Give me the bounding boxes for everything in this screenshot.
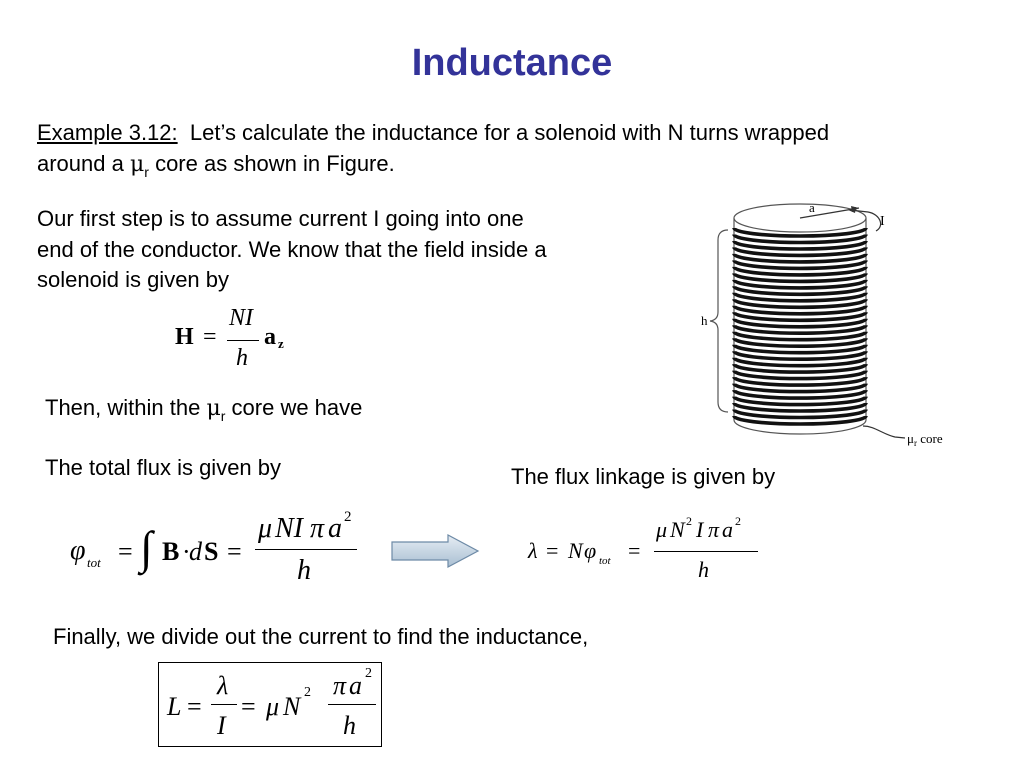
phi-subscript: tot: [599, 555, 611, 567]
num-i: I: [696, 517, 704, 542]
n-symbol: N: [568, 538, 583, 563]
equals-sign-1: =: [187, 692, 202, 721]
finally-text: Finally, we divide out the current to find the inductance,: [53, 624, 589, 649]
mu-symbol: μ: [206, 396, 221, 421]
equals-sign-2: =: [628, 538, 641, 563]
num-exponent-1: 2: [686, 514, 692, 528]
solenoid-figure: [690, 188, 970, 454]
example-line-2: [37, 149, 395, 181]
example-text-2b: core as shown in Figure.: [148, 151, 395, 176]
flux-linkage-equation: [528, 512, 768, 592]
numerator: NI: [229, 305, 253, 331]
total-flux-equation: [70, 505, 370, 595]
num-mu: μ: [656, 517, 668, 542]
para1-line-2: end of the conductor. We know that the field inside a: [37, 237, 547, 262]
fraction-bar-2: [328, 704, 376, 705]
height-brace: [710, 230, 728, 412]
mu-symbol: μ: [266, 692, 280, 721]
core-pointer: [863, 426, 905, 438]
fraction-bar: [654, 551, 758, 552]
fraction-bar-1: [211, 704, 237, 705]
inductance-equation-box: [158, 662, 382, 747]
unit-vector: a: [264, 324, 276, 350]
num-exponent-2: 2: [735, 514, 741, 528]
mu-symbol: μ: [129, 152, 145, 177]
differential-d: d: [189, 537, 202, 566]
integral-sign: ∫: [140, 522, 153, 573]
fraction-bar: [227, 340, 259, 341]
para1-line-3: solenoid is given by: [37, 267, 230, 292]
num-mu: μ: [258, 513, 273, 544]
height-label: h: [701, 313, 708, 328]
total-flux-text: The total flux is given by: [45, 455, 282, 480]
mu-subscript: r: [220, 408, 226, 424]
lambda-numerator: λ: [217, 671, 229, 700]
phi-symbol: φ: [584, 538, 597, 563]
then-text-a: Then, within the: [45, 395, 207, 420]
h-field-equation: [170, 305, 310, 375]
para1-line-1: Our first step is to assume current I going into one: [37, 206, 524, 231]
example-text-2a: around a: [37, 151, 130, 176]
denominator: h: [236, 345, 248, 371]
then-line: [45, 393, 362, 425]
unit-vector-subscript: z: [278, 336, 284, 351]
phi-subscript: tot: [87, 555, 101, 570]
pi-symbol: π: [333, 671, 347, 700]
example-line-1: [37, 118, 829, 148]
fraction-bar: [255, 549, 357, 550]
num-exponent: 2: [344, 509, 352, 525]
then-text-b: core we have: [225, 395, 363, 420]
core-label: $\mu_r$ core: [907, 431, 943, 448]
num-pi: π: [310, 513, 325, 544]
flux-linkage-text: The flux linkage is given by: [511, 464, 776, 489]
num-n: N: [670, 517, 685, 542]
equals-sign-1: =: [546, 538, 559, 563]
num-pi: π: [708, 517, 720, 542]
equals-sign-1: =: [118, 537, 133, 566]
phi-symbol: φ: [70, 535, 86, 566]
denominator: h: [297, 555, 311, 586]
equals-sign-2: =: [227, 537, 242, 566]
radius-label: a: [809, 200, 815, 215]
l-symbol: L: [167, 692, 182, 721]
right-arrow-icon: [390, 533, 482, 569]
a-exponent: 2: [365, 666, 372, 681]
i-denominator: I: [217, 711, 226, 740]
h-symbol: H: [175, 324, 194, 350]
example-text-1: Let’s calculate the inductance for a solenoid with N turns wrapped: [189, 120, 830, 145]
num-a: a: [328, 513, 342, 544]
num-ni: NI: [275, 513, 303, 544]
n-exponent: 2: [304, 685, 311, 700]
lambda-symbol: λ: [528, 538, 538, 563]
dot-operator: ·: [182, 537, 191, 566]
b-field: B: [162, 537, 180, 566]
num-a: a: [722, 517, 733, 542]
h-denominator: h: [343, 711, 356, 740]
denominator: h: [698, 557, 709, 582]
example-label: Example 3.12:: [37, 120, 178, 145]
current-label: I: [880, 214, 885, 229]
coil-group: [734, 204, 866, 434]
equals-sign-2: =: [241, 692, 256, 721]
equals-sign: =: [203, 324, 217, 350]
mu-subscript: r: [144, 164, 149, 180]
a-symbol: a: [349, 671, 362, 700]
n-symbol: N: [283, 692, 301, 721]
surface-s: S: [204, 537, 219, 566]
page-title: Inductance: [411, 42, 613, 84]
